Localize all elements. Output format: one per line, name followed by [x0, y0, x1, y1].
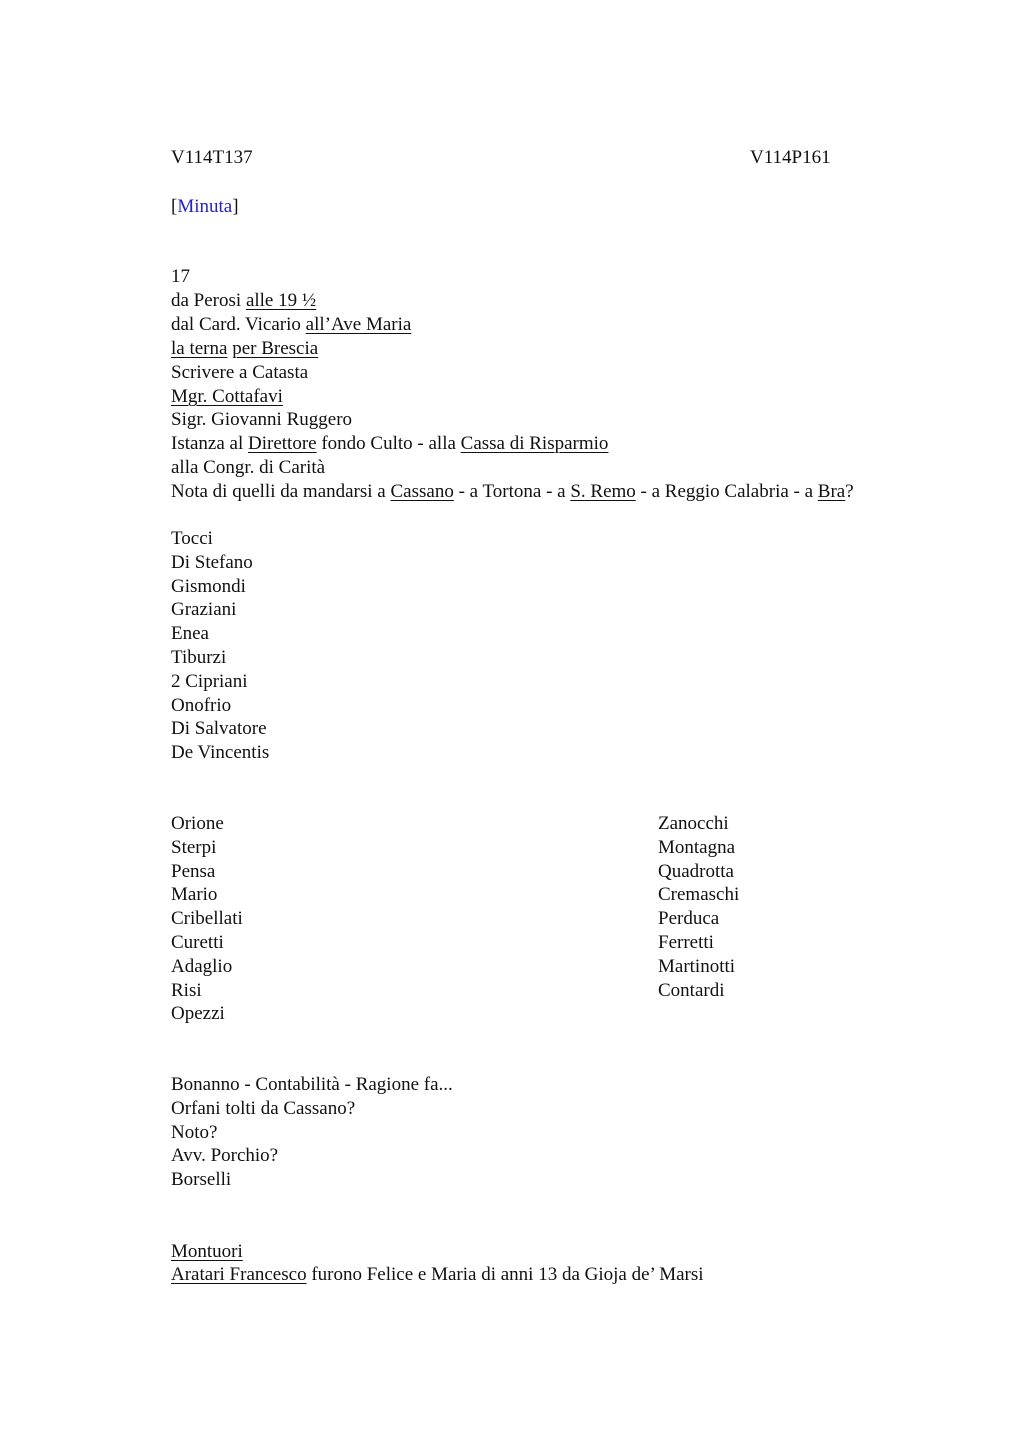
- note-underlined: Direttore: [248, 433, 317, 454]
- note-text: - a Tortona - a: [453, 481, 571, 502]
- list-item: Perduca: [658, 908, 720, 930]
- list-item: Bonanno - Contabilità - Ragione fa...: [171, 1074, 453, 1095]
- list-item: Ferretti: [658, 931, 714, 953]
- note-line-7: [171, 432, 608, 456]
- minuta-label: [171, 195, 239, 219]
- note-text: ?: [845, 481, 854, 502]
- note-underlined: Aratari Francesco: [171, 1264, 307, 1285]
- list-item: De Vincentis: [171, 742, 270, 764]
- list-item: Curetti: [171, 931, 224, 953]
- list-item: Mario: [171, 884, 218, 906]
- note-underlined: alle 19 ½: [245, 290, 317, 311]
- close-bracket: ]: [232, 196, 239, 217]
- note-underlined: la terna: [171, 338, 228, 359]
- list-item: Di Stefano: [171, 551, 253, 573]
- list-item: Cremaschi: [658, 884, 740, 906]
- list-item: Opezzi: [171, 1003, 225, 1025]
- names-list-2-right: [658, 812, 739, 1002]
- document-code-right: V114P161: [750, 147, 831, 168]
- list-item: Risi: [171, 979, 202, 1001]
- list-item: Orione: [171, 813, 224, 834]
- list-item: Tocci: [171, 528, 213, 549]
- note-line-2: [171, 313, 411, 337]
- note-text: fondo Culto - alla: [316, 433, 461, 454]
- list-item: Cribellati: [171, 908, 243, 930]
- list-item: Noto?: [171, 1121, 218, 1143]
- list-item: Di Salvatore: [171, 718, 267, 740]
- list-item: Borselli: [171, 1169, 232, 1191]
- note-underlined: Bra: [817, 481, 846, 502]
- note-line-5: [171, 385, 283, 409]
- note-text: dal Card. Vicario: [171, 314, 306, 335]
- list-item: 2 Cipriani: [171, 670, 248, 692]
- list-item: Graziani: [171, 599, 237, 621]
- note-text: Nota di quelli da mandarsi a: [171, 481, 391, 502]
- note-line-9: [171, 480, 854, 504]
- list-item: Tiburzi: [171, 646, 227, 668]
- list-item: Enea: [171, 623, 209, 645]
- list-item: Adaglio: [171, 955, 233, 977]
- list-item: Zanocchi: [658, 813, 729, 834]
- note-underlined: all’Ave Maria: [305, 314, 412, 335]
- list-item: Quadrotta: [658, 860, 734, 882]
- questions-list: [171, 1073, 453, 1192]
- note-line-8: alla Congr. di Carità: [171, 457, 326, 478]
- final-line-2: [171, 1263, 704, 1287]
- list-item: Contardi: [658, 979, 725, 1001]
- note-underlined: Cassa di Risparmio: [460, 433, 609, 454]
- list-item: Gismondi: [171, 575, 246, 597]
- list-item: Sterpi: [171, 836, 217, 858]
- note-text: da Perosi: [171, 290, 246, 311]
- names-list-2-left: [171, 812, 243, 1026]
- note-date: 17: [171, 266, 190, 287]
- document-code-left: V114T137: [171, 147, 253, 168]
- note-text: - a Reggio Calabria - a: [635, 481, 818, 502]
- note-underlined: Mgr. Cottafavi: [171, 386, 283, 407]
- note-text: Istanza al: [171, 433, 249, 454]
- names-list-1: [171, 527, 269, 765]
- list-item: Martinotti: [658, 955, 736, 977]
- note-line-3: [171, 337, 318, 361]
- list-item: Avv. Porchio?: [171, 1145, 279, 1167]
- open-bracket: [: [171, 196, 178, 217]
- note-underlined: Montuori: [171, 1241, 243, 1262]
- list-item: Pensa: [171, 860, 216, 882]
- note-line-1: [171, 289, 316, 313]
- list-item: Montagna: [658, 836, 736, 858]
- note-underlined: S. Remo: [570, 481, 636, 502]
- note-line-6: Sigr. Giovanni Ruggero: [171, 409, 353, 430]
- list-item: Onofrio: [171, 694, 232, 716]
- list-item: Orfani tolti da Cassano?: [171, 1097, 356, 1119]
- note-line-4: Scrivere a Catasta: [171, 362, 309, 383]
- final-line-1: [171, 1240, 243, 1264]
- note-text: furono Felice e Maria di anni 13 da Gioja de’ Marsi: [306, 1264, 704, 1285]
- note-underlined: Cassano: [390, 481, 454, 502]
- note-underlined: per Brescia: [232, 338, 319, 359]
- minuta-text: Minuta: [177, 196, 233, 217]
